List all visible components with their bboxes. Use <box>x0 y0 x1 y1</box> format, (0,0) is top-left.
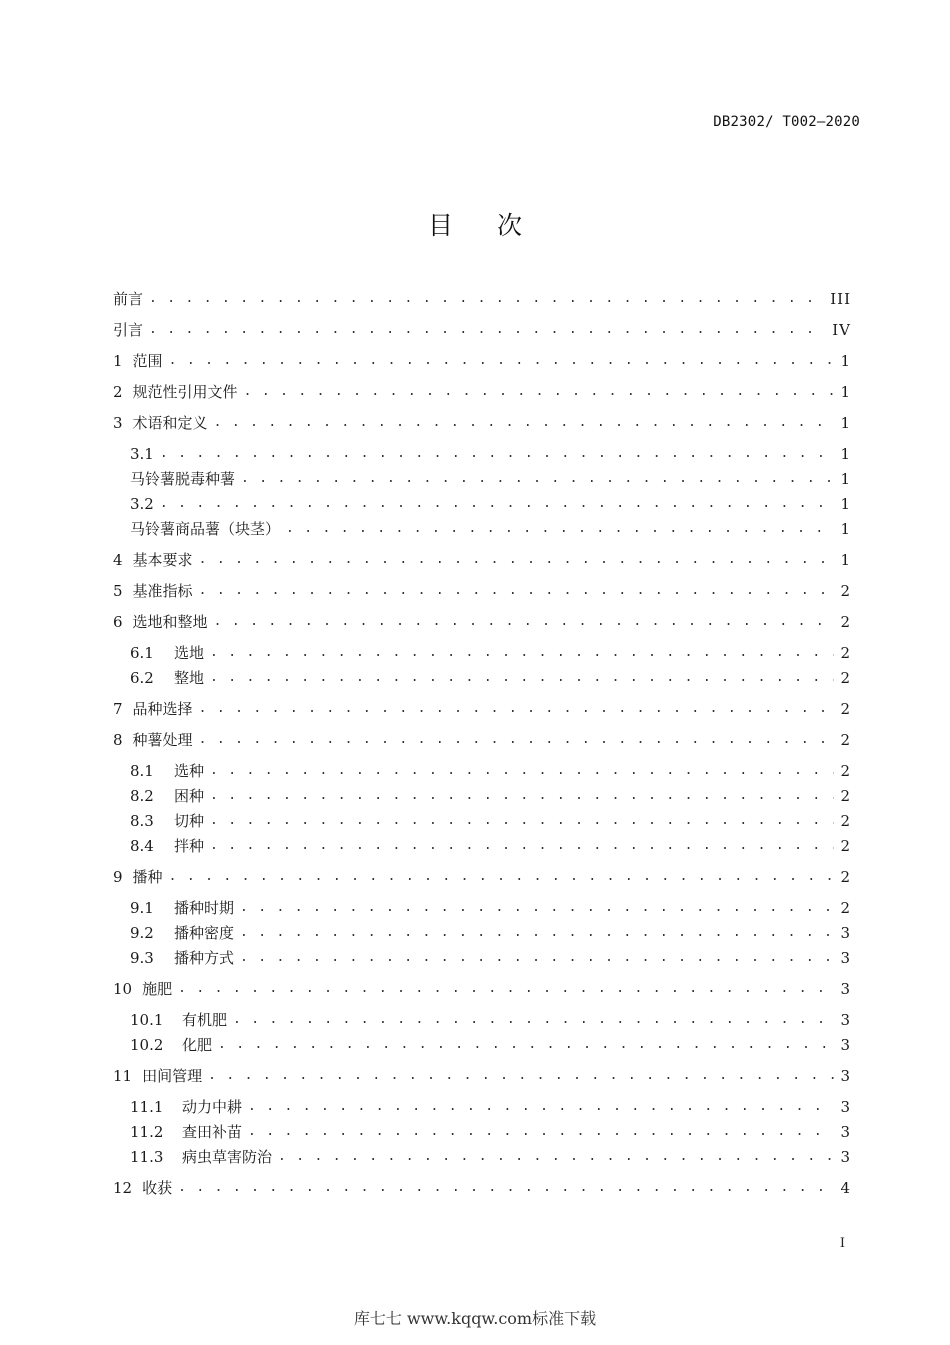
toc-entry-label: 播种时期 <box>174 899 235 917</box>
toc-entry-label: 选种 <box>174 762 205 780</box>
toc-entry[interactable] <box>113 412 851 434</box>
toc-entry-number: 8.3 <box>130 812 154 830</box>
toc-entry-label: 切种 <box>174 812 205 830</box>
toc-entry-page: 3 <box>840 980 851 998</box>
toc-entry-label: 规范性引用文件 <box>132 383 238 401</box>
toc-entry-number: 12 <box>113 1179 133 1197</box>
toc-entry-page: IV <box>832 321 851 339</box>
toc-entry-page: 1 <box>840 445 851 463</box>
toc-entry-page: 1 <box>840 470 851 488</box>
toc-entry[interactable] <box>130 785 851 807</box>
toc-entry-number: 2 <box>113 383 123 401</box>
page-number: I <box>839 1236 845 1251</box>
toc-leader-dots <box>199 580 835 602</box>
toc-entry-label: 种薯处理 <box>132 731 193 749</box>
toc-entry-label: 术语和定义 <box>132 414 208 432</box>
toc-entry-page: 3 <box>840 1098 851 1116</box>
toc-leader-dots <box>210 642 834 664</box>
toc-entry-page: 2 <box>840 582 851 600</box>
toc-entry-number: 10.2 <box>130 1036 164 1054</box>
toc-entry-page: 2 <box>840 762 851 780</box>
toc-leader-dots <box>210 785 834 807</box>
toc-entry-number: 1 <box>113 352 123 370</box>
toc-entry[interactable] <box>113 549 851 571</box>
toc-entry-label: 引言 <box>113 321 144 339</box>
toc-entry[interactable] <box>130 642 851 664</box>
document-code: DB2302/ T002—2020 <box>713 114 860 130</box>
toc-entry-page: 2 <box>840 613 851 631</box>
toc-entry-label: 马铃薯商品薯（块茎） <box>130 520 281 538</box>
toc-entry-number: 6 <box>113 613 123 631</box>
toc-leader-dots <box>210 835 834 857</box>
toc-entry-number: 6.2 <box>130 669 154 687</box>
toc-entry[interactable] <box>130 1146 851 1168</box>
toc-entry-label: 播种密度 <box>174 924 235 942</box>
toc-entry[interactable] <box>113 350 851 372</box>
toc-entry-label: 病虫草害防治 <box>182 1148 273 1166</box>
toc-entry[interactable] <box>113 1065 851 1087</box>
toc-entry[interactable] <box>130 468 851 490</box>
toc-entry-label: 品种选择 <box>132 700 193 718</box>
toc-entry-label: 3.1 <box>130 445 154 463</box>
toc-entry-page: 1 <box>840 383 851 401</box>
toc-entry[interactable] <box>113 729 851 751</box>
toc-entry[interactable] <box>130 760 851 782</box>
toc-entry-number: 8.2 <box>130 787 154 805</box>
toc-entry-label: 选地和整地 <box>132 613 208 631</box>
toc-entry[interactable] <box>130 1096 851 1118</box>
toc-entry-page: 2 <box>840 700 851 718</box>
toc-entry-number: 10.1 <box>130 1011 164 1029</box>
toc-entry-label: 基准指标 <box>132 582 193 600</box>
toc-entry[interactable] <box>130 1009 851 1031</box>
toc-entry-label: 田间管理 <box>142 1067 203 1085</box>
toc-entry-number: 7 <box>113 700 123 718</box>
toc-entry-page: 1 <box>840 551 851 569</box>
toc-entry-number: 11.3 <box>130 1148 164 1166</box>
toc-entry-number: 6.1 <box>130 644 154 662</box>
toc-entry-page: 3 <box>840 949 851 967</box>
toc-entry-page: 2 <box>840 868 851 886</box>
toc-entry-number: 10 <box>113 980 133 998</box>
toc-entry-label: 范围 <box>132 352 163 370</box>
toc-leader-dots <box>149 288 824 310</box>
toc-entry-number: 9.1 <box>130 899 154 917</box>
toc-entry-label: 收获 <box>142 1179 173 1197</box>
toc-leader-dots <box>210 667 834 689</box>
toc-entry[interactable] <box>130 667 851 689</box>
toc-entry[interactable] <box>130 518 851 540</box>
toc-entry-page: 1 <box>840 520 851 538</box>
footer-watermark-text: 库七七 www.kqqw.com标准下载 <box>353 1309 597 1328</box>
toc-leader-dots <box>199 698 835 720</box>
toc-entry[interactable] <box>130 1034 851 1056</box>
toc-entry-number: 8 <box>113 731 123 749</box>
toc-entry-label: 播种方式 <box>174 949 235 967</box>
toc-leader-dots <box>160 493 835 515</box>
toc-entry-label: 播种 <box>132 868 163 886</box>
toc-entry-page: 2 <box>840 899 851 917</box>
toc-entry-page: 3 <box>840 1123 851 1141</box>
toc-entry[interactable] <box>130 443 851 465</box>
toc-entry[interactable] <box>113 978 851 1000</box>
toc-leader-dots <box>160 443 835 465</box>
toc-entry[interactable] <box>130 835 851 857</box>
toc-leader-dots <box>240 947 834 969</box>
toc-leader-dots <box>244 381 835 403</box>
toc-entry-number: 9.3 <box>130 949 154 967</box>
toc-entry-label: 基本要求 <box>132 551 193 569</box>
toc-entry-number: 11.1 <box>130 1098 164 1116</box>
toc-entry-number: 8.1 <box>130 762 154 780</box>
toc-entry-page: III <box>830 290 851 308</box>
toc-leader-dots <box>210 810 834 832</box>
toc-leader-dots <box>240 897 834 919</box>
toc-entry-label: 马铃薯脱毒种薯 <box>130 470 236 488</box>
toc-entry-label: 整地 <box>174 669 205 687</box>
toc-entry-label: 困种 <box>174 787 205 805</box>
toc-entry-page: 2 <box>840 812 851 830</box>
toc-leader-dots <box>248 1121 834 1143</box>
toc-entry-label: 化肥 <box>182 1036 213 1054</box>
toc-entry-label: 查田补苗 <box>182 1123 243 1141</box>
toc-entry[interactable] <box>113 288 851 310</box>
toc-leader-dots <box>149 319 826 341</box>
toc-entry-label: 3.2 <box>130 495 154 513</box>
toc-entry[interactable] <box>113 698 851 720</box>
toc-entry[interactable] <box>113 580 851 602</box>
toc-entry-page: 3 <box>840 1067 851 1085</box>
toc-entry-page: 4 <box>840 1179 851 1197</box>
toc-entry[interactable] <box>113 1177 851 1199</box>
toc-leader-dots <box>214 611 835 633</box>
toc-entry-number: 4 <box>113 551 123 569</box>
toc-leader-dots <box>169 350 835 372</box>
page-title: 目次 <box>427 211 566 240</box>
table-of-contents <box>113 0 851 1345</box>
toc-entry[interactable] <box>113 611 851 633</box>
toc-leader-dots <box>208 1065 834 1087</box>
toc-entry-number: 3 <box>113 414 123 432</box>
toc-leader-dots <box>210 760 834 782</box>
toc-leader-dots <box>241 468 834 490</box>
toc-entry[interactable] <box>130 922 851 944</box>
toc-leader-dots <box>199 549 835 571</box>
toc-entry-page: 3 <box>840 1148 851 1166</box>
toc-entry-page: 1 <box>840 495 851 513</box>
toc-leader-dots <box>178 978 834 1000</box>
toc-entry-number: 11 <box>113 1067 133 1085</box>
toc-entry-label: 有机肥 <box>182 1011 228 1029</box>
toc-entry[interactable] <box>130 1121 851 1143</box>
toc-entry-label: 拌种 <box>174 837 205 855</box>
toc-leader-dots <box>218 1034 834 1056</box>
toc-entry-page: 2 <box>840 731 851 749</box>
toc-entry-number: 9.2 <box>130 924 154 942</box>
toc-entry-page: 1 <box>840 414 851 432</box>
toc-entry-label: 动力中耕 <box>182 1098 243 1116</box>
toc-entry-page: 3 <box>840 924 851 942</box>
toc-entry[interactable] <box>113 319 851 341</box>
toc-entry-number: 9 <box>113 868 123 886</box>
toc-entry-page: 2 <box>840 644 851 662</box>
toc-leader-dots <box>169 866 835 888</box>
toc-entry[interactable] <box>130 897 851 919</box>
toc-leader-dots <box>178 1177 834 1199</box>
toc-leader-dots <box>233 1009 834 1031</box>
toc-entry[interactable] <box>113 381 851 403</box>
toc-leader-dots <box>240 922 834 944</box>
toc-entry-page: 2 <box>840 669 851 687</box>
toc-entry-label: 施肥 <box>142 980 173 998</box>
toc-entry-number: 5 <box>113 582 123 600</box>
toc-entry-page: 2 <box>840 787 851 805</box>
toc-entry[interactable] <box>113 866 851 888</box>
toc-entry-page: 1 <box>840 352 851 370</box>
toc-leader-dots <box>214 412 835 434</box>
toc-entry-label: 选地 <box>174 644 205 662</box>
toc-entry-page: 3 <box>840 1036 851 1054</box>
toc-entry-label: 前言 <box>113 290 144 308</box>
toc-leader-dots <box>199 729 835 751</box>
toc-entry[interactable] <box>130 947 851 969</box>
toc-entry[interactable] <box>130 810 851 832</box>
toc-entry-page: 3 <box>840 1011 851 1029</box>
toc-entry-page: 2 <box>840 837 851 855</box>
toc-leader-dots <box>286 518 834 540</box>
toc-leader-dots <box>248 1096 834 1118</box>
toc-entry[interactable] <box>130 493 851 515</box>
toc-entry-number: 8.4 <box>130 837 154 855</box>
toc-leader-dots <box>278 1146 834 1168</box>
toc-entry-number: 11.2 <box>130 1123 164 1141</box>
